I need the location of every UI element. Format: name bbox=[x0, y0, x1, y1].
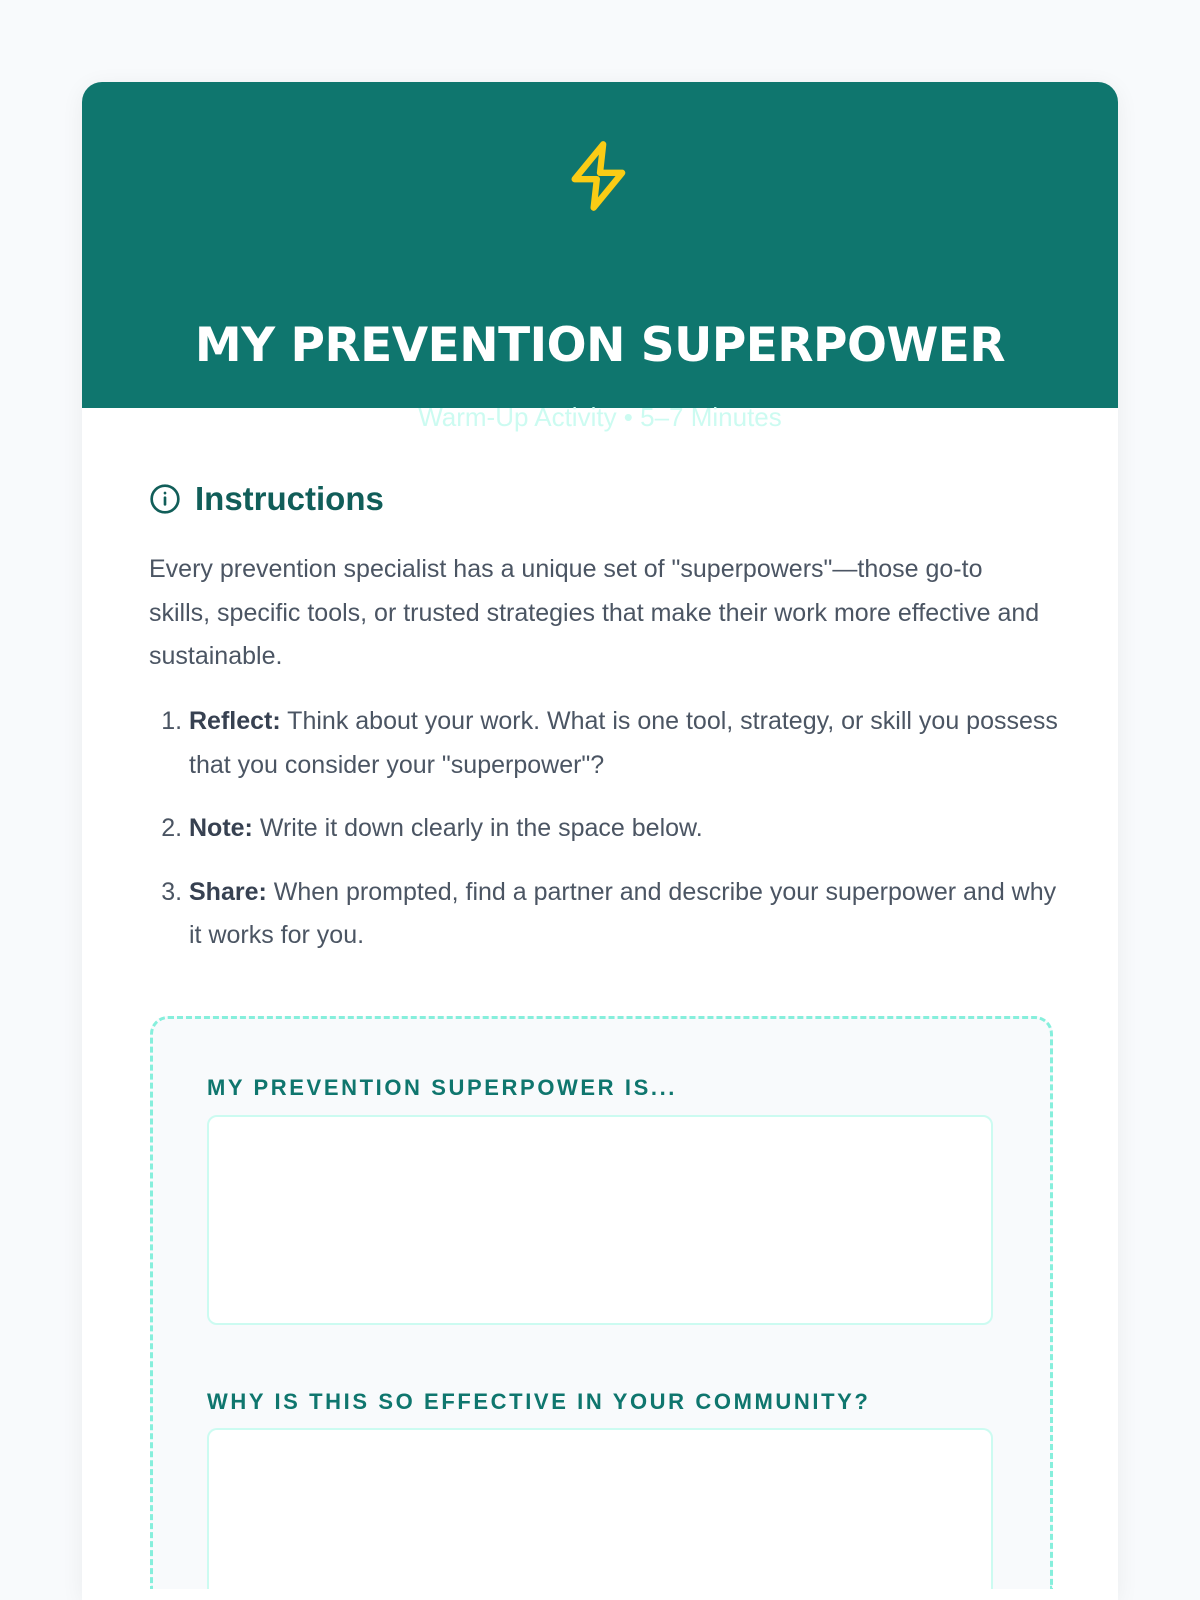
page-subtitle: Warm-Up Activity • 5–7 Minutes bbox=[418, 402, 782, 432]
step-item bbox=[189, 871, 1069, 958]
effectiveness-input[interactable] bbox=[207, 1428, 993, 1589]
activity-card bbox=[82, 82, 1118, 1600]
superpower-input[interactable] bbox=[207, 1115, 993, 1325]
step-item bbox=[189, 807, 1069, 851]
instructions-heading bbox=[149, 480, 384, 518]
page-title: MY PREVENTION SUPERPOWER bbox=[194, 318, 1006, 373]
effectiveness-label: WHY IS THIS SO EFFECTIVE IN YOUR COMMUNITY? bbox=[207, 1389, 871, 1414]
step-label: Share: bbox=[189, 877, 267, 906]
step-label: Reflect: bbox=[189, 707, 281, 735]
lightning-bolt-icon bbox=[562, 136, 638, 216]
instructions-intro: Every prevention specialist has a unique set of "superpowers"—those go-to skills, specific tools, or trusted strategies that make their work more effective and sustainable. bbox=[149, 555, 1040, 670]
response-box bbox=[150, 1016, 1053, 1589]
instructions-steps bbox=[149, 700, 1069, 978]
step-text: Think about your work. What is one tool, strategy, or skill you possess that you consider your "superpower"? bbox=[189, 707, 1058, 779]
step-item bbox=[189, 700, 1069, 787]
step-text: When prompted, find a partner and describe your superpower and why it works for you. bbox=[189, 877, 1057, 949]
instructions-title: Instructions bbox=[195, 480, 384, 517]
step-text: Write it down clearly in the space below. bbox=[252, 814, 703, 842]
card-header bbox=[82, 82, 1118, 432]
info-circle-icon bbox=[149, 483, 181, 515]
superpower-label: MY PREVENTION SUPERPOWER IS... bbox=[207, 1075, 677, 1100]
step-label: Note: bbox=[189, 814, 253, 842]
